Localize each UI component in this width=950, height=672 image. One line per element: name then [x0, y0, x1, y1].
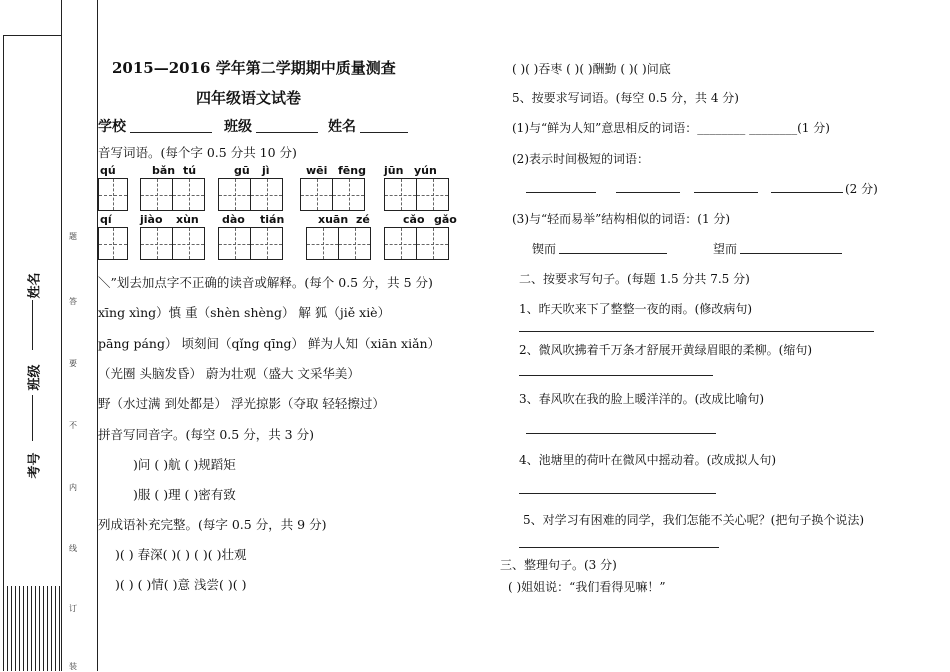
question-3: 拼音写同音字。(每空 0.5 分，共 3 分)	[98, 427, 314, 442]
sentence-2: 2、微风吹拂着千万条才舒展开黄绿眉眼的柔柳。(缩句)	[519, 343, 813, 357]
name-label: 姓名	[328, 119, 356, 135]
pinyin: dào	[222, 213, 245, 226]
pinyin: tián	[260, 213, 285, 226]
writing-cell[interactable]	[98, 178, 128, 211]
q3-line-2: )服 ( )理 ( )密有致	[133, 487, 236, 502]
pinyin: zé	[356, 213, 370, 226]
pinyin: jì	[262, 164, 270, 177]
q2-line-1: xīng xìng）慎 重（shèn shèng） 解 狐（jiě xiè）	[98, 305, 391, 320]
answer-line	[519, 331, 874, 332]
q5-item-3: (3)与“轻而易举”结构相似的词语：(1 分)	[512, 212, 731, 226]
writing-cell[interactable]	[332, 178, 365, 211]
question-4: 列成语补充完整。(每字 0.5 分，共 9 分)	[98, 517, 327, 532]
kaohao-line	[32, 395, 33, 441]
page-title: 2015—2016 学年第二学期期中质量测查	[112, 59, 396, 77]
writing-cell[interactable]	[140, 178, 173, 211]
pinyin: jiào	[140, 213, 163, 226]
q3-line-1: )问 ( )航 ( )规蹈矩	[133, 457, 236, 472]
writing-cell[interactable]	[140, 227, 173, 260]
school-label: 学校	[98, 119, 126, 135]
seal-line-strip	[61, 0, 98, 671]
answer-line	[519, 375, 713, 376]
question-5: 5、按要求写词语。(每空 0.5 分，共 4 分)	[512, 91, 739, 105]
writing-cell[interactable]	[98, 227, 128, 260]
q5-item-2: (2)表示时间极短的词语：	[512, 152, 649, 166]
q4-line-1: )( ) 春深( )( ) ( )( )壮观	[115, 547, 247, 562]
writing-cell[interactable]	[384, 178, 417, 211]
pinyin: xuān	[318, 213, 349, 226]
q2-line-2: pāng páng） 顷刻间（qǐng qīng） 鲜为人知（xiān xiǎn）	[98, 336, 441, 351]
pinyin: gū	[234, 164, 250, 177]
writing-cell[interactable]	[416, 178, 449, 211]
idiom-line: ( )( )吞枣 ( )( )酬勤 ( )( )问底	[512, 62, 671, 76]
writing-cell[interactable]	[172, 178, 205, 211]
writing-cell[interactable]	[384, 227, 417, 260]
seal-char: 订	[69, 604, 77, 613]
class-label: 班级	[224, 119, 252, 135]
xingming-label: 姓名	[27, 272, 43, 299]
writing-cell[interactable]	[218, 178, 251, 211]
pinyin: qí	[100, 213, 112, 226]
banji-line	[32, 300, 33, 350]
pinyin: cǎo	[403, 213, 425, 226]
pinyin: fēng	[338, 164, 366, 177]
q2-line-4: 野（水过满 到处都是） 浮光掠影（夺取 轻轻擦过）	[98, 396, 385, 411]
q2-line-3: （光圈 头脑发昏） 蔚为壮观（盛大 文采华美）	[98, 366, 360, 381]
pinyin: bǎn	[152, 164, 176, 177]
section-3-title: 三、整理句子。(3 分)	[500, 558, 617, 572]
name-line	[360, 132, 408, 133]
seal-char: 不	[69, 421, 77, 430]
question-1: 音写词语。(每个字 0.5 分共 10 分)	[98, 145, 297, 160]
pinyin: gǎo	[434, 213, 457, 226]
answer-line	[740, 253, 842, 254]
q5-item-1: (1)与“鲜为人知”意思相反的词语：________ ________(1 分)	[512, 121, 830, 135]
seal-char: 线	[69, 544, 77, 553]
school-line	[130, 132, 212, 133]
banji-label: 班级	[27, 364, 43, 391]
answer-line	[526, 433, 716, 434]
answer-line	[526, 192, 596, 193]
page-subtitle: 四年级语文试卷	[196, 89, 302, 107]
section-2-title: 二、按要求写句子。(每题 1.5 分共 7.5 分)	[519, 272, 750, 286]
q5-item-3b: 望而	[713, 242, 738, 256]
answer-line	[616, 192, 680, 193]
answer-line	[519, 493, 716, 494]
seal-char: 内	[69, 483, 77, 492]
sentence-5: 5、对学习有困难的同学，我们怎能不关心呢？(把句子换个说法)	[523, 513, 865, 527]
seal-char: 要	[69, 359, 77, 368]
seal-char: 装	[69, 662, 77, 671]
sort-item-1: ( )姐姐说：“我们看得见嘛！”	[508, 580, 666, 594]
pinyin: xùn	[176, 213, 199, 226]
kaohao-label: 考号	[27, 452, 43, 479]
seal-char: 题	[69, 232, 77, 241]
writing-cell[interactable]	[416, 227, 449, 260]
class-line	[256, 132, 318, 133]
pinyin: yún	[414, 164, 437, 177]
pinyin: jūn	[384, 164, 404, 177]
answer-line	[771, 192, 843, 193]
sentence-3: 3、春风吹在我的脸上暖洋洋的。(改成比喻句)	[519, 392, 764, 406]
answer-line	[694, 192, 758, 193]
pinyin: qú	[100, 164, 116, 177]
writing-cell[interactable]	[250, 227, 283, 260]
pinyin: tú	[183, 164, 197, 177]
q5-item-3a: 锲而	[532, 242, 557, 256]
seal-char: 答	[69, 297, 77, 306]
binding-strip	[3, 35, 61, 671]
writing-cell[interactable]	[338, 227, 371, 260]
writing-cell[interactable]	[172, 227, 205, 260]
sentence-4: 4、池塘里的荷叶在微风中摇动着。(改成拟人句)	[519, 453, 776, 467]
sentence-1: 1、昨天吹来下了整整一夜的雨。(修改病句)	[519, 302, 752, 316]
writing-cell[interactable]	[250, 178, 283, 211]
binding-hatch	[3, 586, 61, 671]
q5-item-2-score: (2 分)	[845, 182, 878, 196]
answer-line	[519, 547, 719, 548]
q4-line-2: )( ) ( )情( )意 浅尝( )( )	[115, 577, 247, 592]
answer-line	[559, 253, 667, 254]
pinyin: wēi	[306, 164, 328, 177]
question-2: ＼”划去加点字不正确的读音或解释。(每个 0.5 分，共 5 分)	[98, 275, 433, 290]
writing-cell[interactable]	[306, 227, 339, 260]
writing-cell[interactable]	[300, 178, 333, 211]
writing-cell[interactable]	[218, 227, 251, 260]
